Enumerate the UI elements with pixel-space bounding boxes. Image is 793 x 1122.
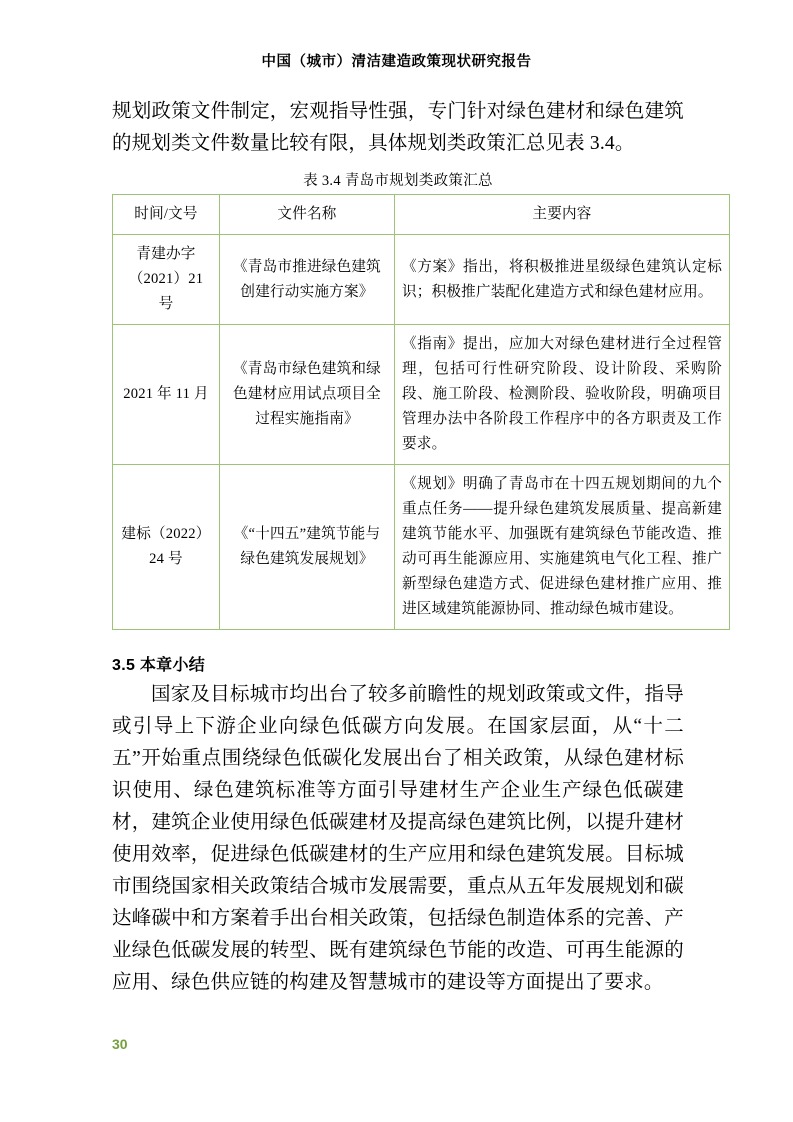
column-header-main-content: 主要内容	[395, 195, 730, 235]
column-header-document-name: 文件名称	[220, 195, 395, 235]
table-caption: 表 3.4 青岛市规划类政策汇总	[303, 173, 493, 189]
cell-document-name: 《青岛市绿色建筑和绿色建材应用试点项目全过程实施指南》	[220, 325, 395, 465]
section-heading-summary: 3.5 本章小结	[112, 657, 206, 674]
cell-document-name: 《“十四五”建筑节能与绿色建筑发展规划》	[220, 465, 395, 630]
summary-paragraph: 国家及目标城市均出台了较多前瞻性的规划政策或文件，指导或引导上下游企业向绿色低碳方向发展。在国家层面，从“十二五”开始重点围绕绿色低碳化发展出台了相关政策，从绿色建材标识使用、绿色建筑标准等方面引导建材生产企业生产绿色低碳建材，建筑企业使用绿色低碳建材及提高绿色建筑比例，以提升建材使用效率，促进绿色低碳建材的生产应用和绿色建筑发展。目标城市围绕国家相关政策结合城市发展需要，重点从五年发展规划和碳达峰碳中和方案着手出台相关政策，包括绿色制造体系的完善、产业绿色低碳发展的转型、既有建筑绿色节能的改造、可再生能源的应用、绿色供应链的构建及智慧城市的建设等方面提出了要求。	[112, 684, 684, 993]
running-header-title: 中国（城市）清洁建造政策现状研究报告	[261, 54, 532, 70]
page-content	[112, 96, 722, 999]
table-header-row	[113, 195, 730, 235]
column-header-time: 时间/文号	[113, 195, 220, 235]
cell-main-content: 《规划》明确了青岛市在十四五规划期间的九个重点任务——提升绿色建筑发展质量、提高新建建筑节能水平、加强既有建筑绿色节能改造、推动可再生能源应用、实施建筑电气化工程、推广新型绿色建造方式、促进绿色建材推广应用、推进区域建筑能源协同、推动绿色城市建设。	[395, 465, 730, 630]
policy-table	[112, 194, 730, 630]
table-row	[113, 325, 730, 465]
cell-time: 2021 年 11 月	[113, 325, 220, 465]
cell-main-content: 《指南》提出，应加大对绿色建材进行全过程管理，包括可行性研究阶段、设计阶段、采购阶段、施工阶段、检测阶段、验收阶段，明确项目管理办法中各阶段工作程序中的各方职责及工作要求。	[395, 325, 730, 465]
table-row	[113, 465, 730, 630]
cell-time: 青建办字（2021）21 号	[113, 235, 220, 325]
table-row	[113, 235, 730, 325]
cell-time: 建标（2022）24 号	[113, 465, 220, 630]
intro-paragraph: 规划政策文件制定，宏观指导性强，专门针对绿色建材和绿色建筑的规划类文件数量比较有限，具体规划类政策汇总见表 3.4。	[112, 101, 684, 154]
cell-document-name: 《青岛市推进绿色建筑创建行动实施方案》	[220, 235, 395, 325]
page-number: 30	[112, 1036, 128, 1052]
cell-main-content: 《方案》指出，将积极推进星级绿色建筑认定标识；积极推广装配化建造方式和绿色建材应用。	[395, 235, 730, 325]
